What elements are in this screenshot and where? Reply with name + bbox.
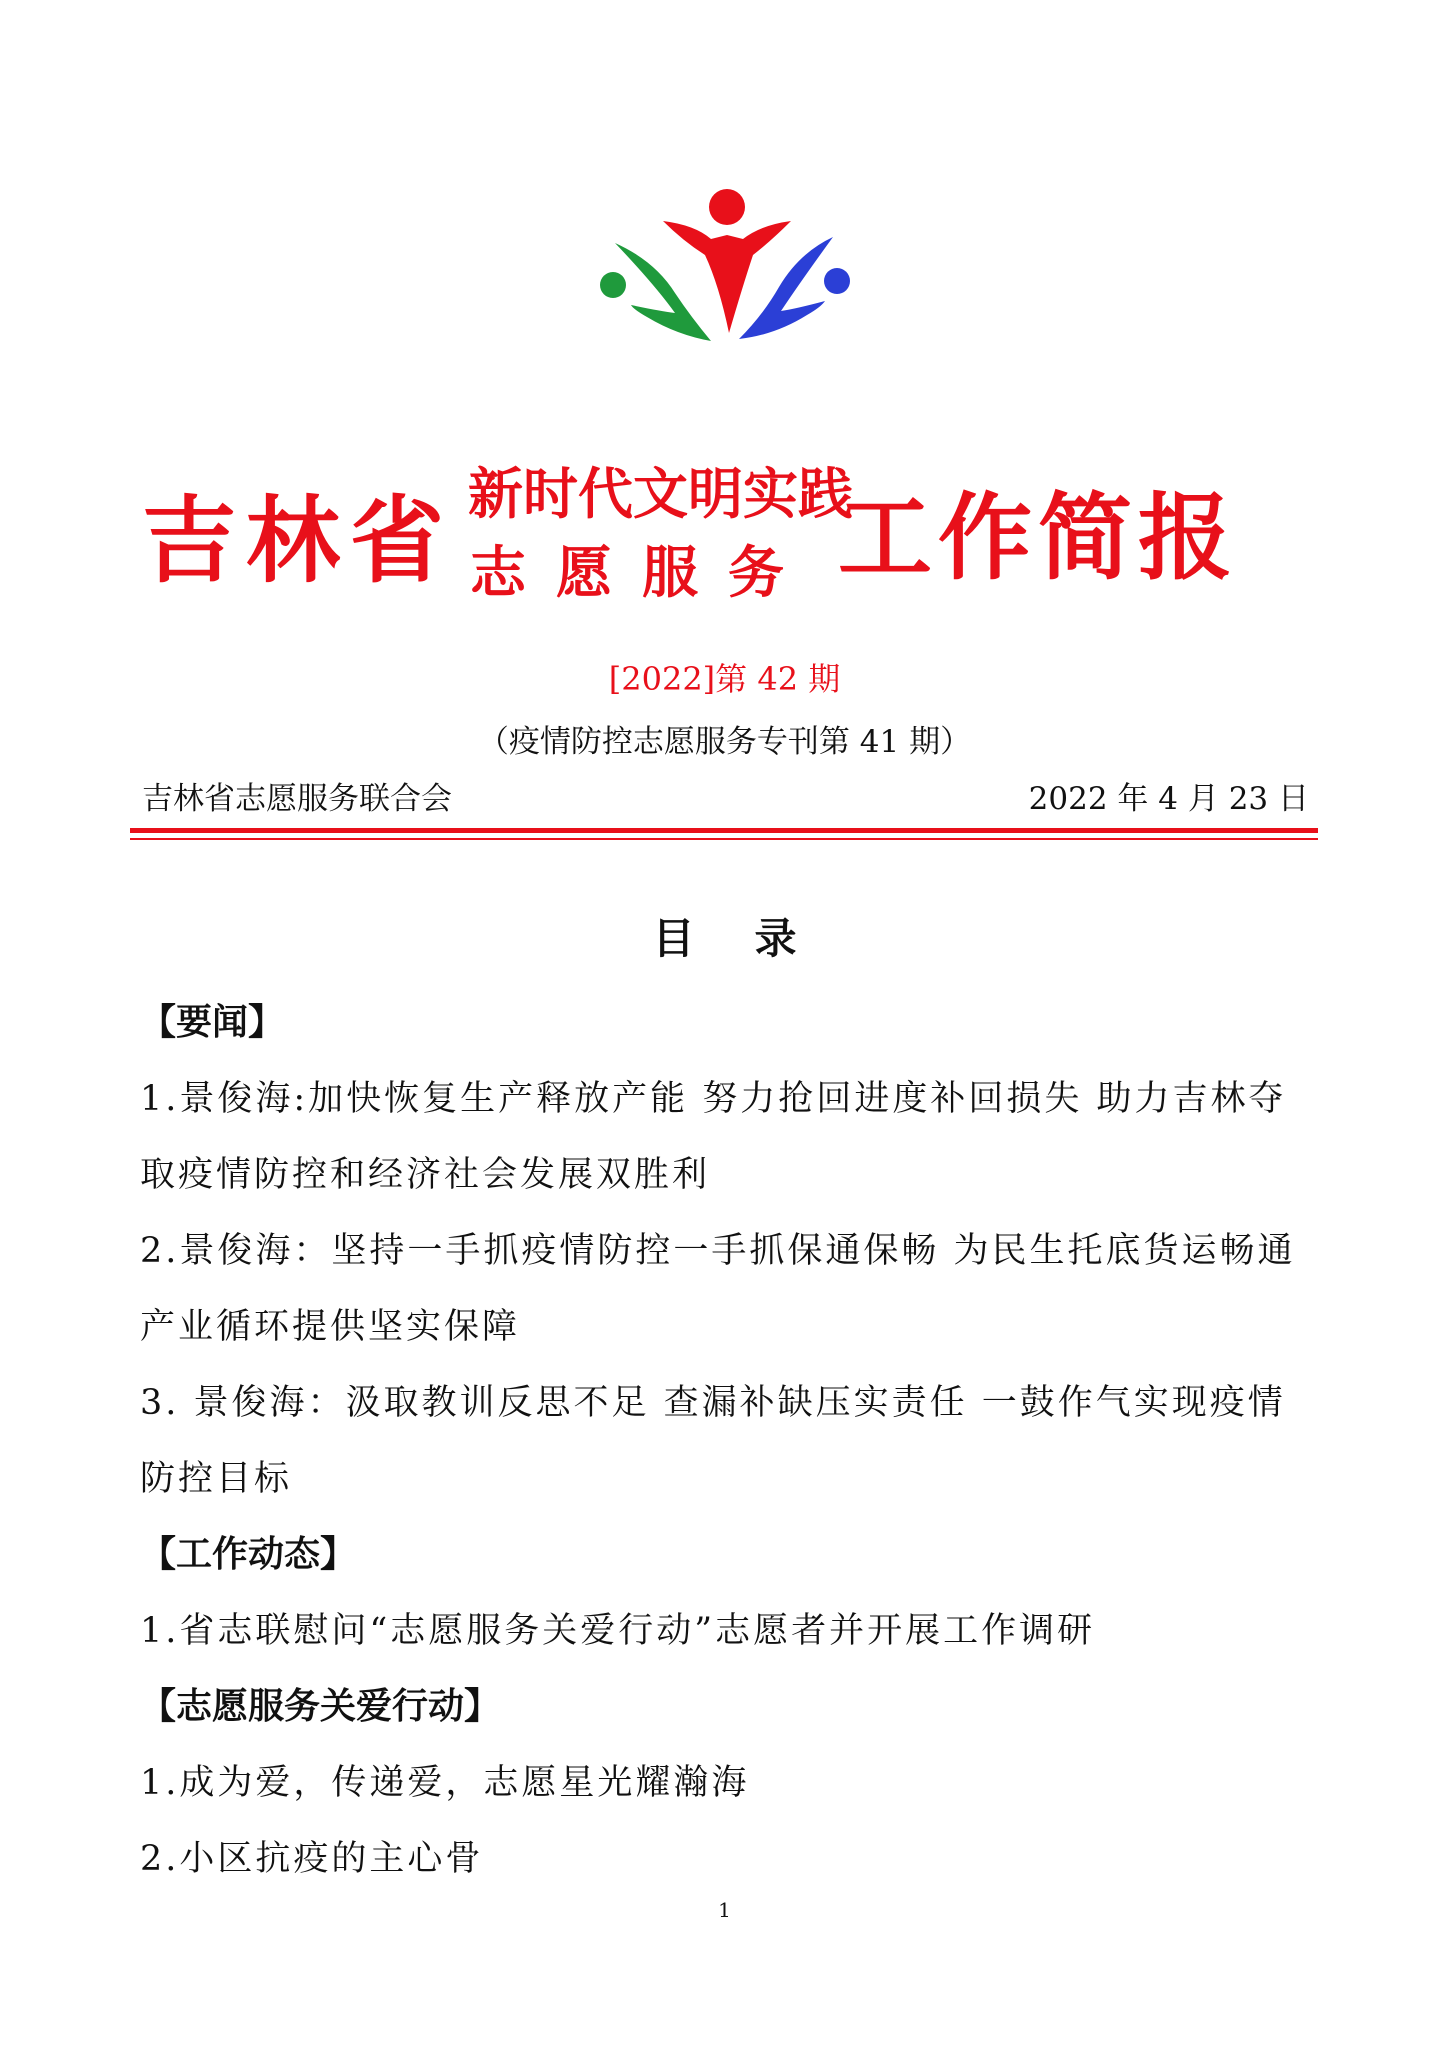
masthead-title: 工作简报	[838, 484, 1239, 593]
publisher: 吉林省志愿服务联合会	[142, 781, 452, 817]
logo-blue-head	[824, 268, 850, 294]
toc-item[interactable]: 1.省志联慰问“志愿服务关爱行动”志愿者并开展工作调研	[140, 1611, 1096, 1651]
toc-title: 目录	[652, 914, 857, 963]
publish-date: 2022 年 4 月 23 日	[1028, 781, 1309, 817]
page-number: 1	[718, 1898, 731, 1922]
volunteer-logo-icon	[595, 185, 855, 355]
special-issue-note: （疫情防控志愿服务专刊第 41 期）	[477, 724, 972, 760]
header-rule-thin	[130, 838, 1318, 840]
toc-item[interactable]: 2.小区抗疫的主心骨	[140, 1839, 484, 1879]
logo-red-head	[709, 189, 745, 225]
logo-green-head	[600, 272, 626, 298]
issue-number: [2022]第 42 期	[608, 660, 841, 698]
table-of-contents	[140, 985, 1310, 1897]
toc-section-heading: 【志愿服务关爱行动】	[140, 1686, 501, 1727]
toc-section-heading: 【工作动态】	[140, 1534, 357, 1575]
header-rule-thick	[130, 828, 1318, 833]
toc-item[interactable]: 1.景俊海:加快恢复生产释放产能 努力抢回进度补回损失 助力吉林夺取疫情防控和经济社会发展双胜利	[140, 1079, 1287, 1195]
toc-item[interactable]: 2.景俊海：坚持一手抓疫情防控一手抓保通保畅 为民生托底货运畅通产业循环提供坚实保障	[140, 1231, 1296, 1347]
toc-item[interactable]: 3. 景俊海：汲取教训反思不足 查漏补缺压实责任 一鼓作气实现疫情防控目标	[140, 1383, 1286, 1499]
masthead-province: 吉林省	[142, 487, 455, 596]
toc-section-heading: 【要闻】	[140, 1002, 285, 1043]
logo-green-body	[615, 243, 711, 341]
masthead-subtitle-line2: 志愿服务	[470, 541, 814, 606]
masthead-subtitle-line1: 新时代文明实践	[468, 462, 854, 526]
toc-item[interactable]: 1.成为爱，传递爱，志愿星光耀瀚海	[140, 1763, 750, 1803]
